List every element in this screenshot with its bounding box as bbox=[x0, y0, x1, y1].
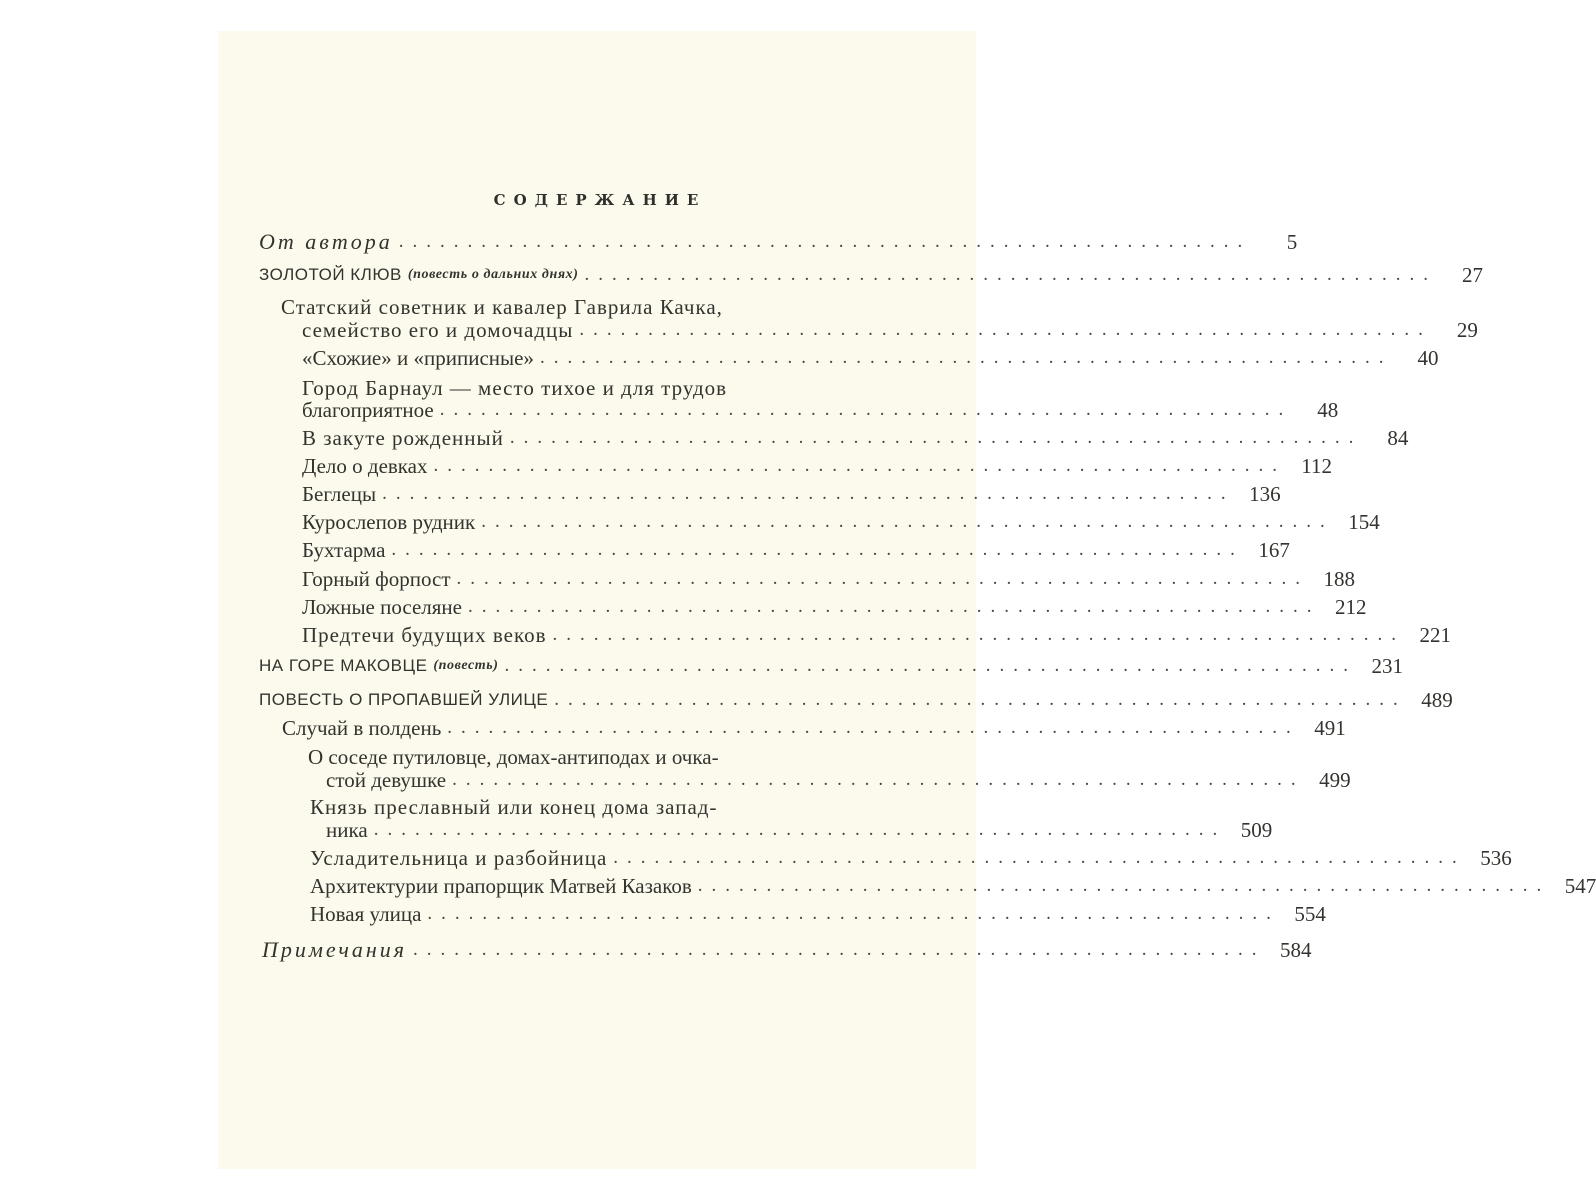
dot-leader: .............................................................. bbox=[481, 511, 1334, 532]
toc-entry-page: 584 bbox=[1280, 938, 1312, 962]
toc-entry bbox=[262, 937, 1312, 962]
toc-entry bbox=[259, 688, 1453, 712]
toc-entry bbox=[302, 454, 1333, 478]
toc-entry-page: 509 bbox=[1240, 818, 1273, 842]
toc-entry-title: Предтечи будущих веков bbox=[302, 623, 547, 647]
toc-entry-title: ЗОЛОТОЙ КЛЮВ bbox=[259, 265, 402, 284]
toc-entry-subtitle: (повесть) bbox=[433, 658, 499, 673]
toc-entry-title: Курослепов рудник bbox=[302, 510, 476, 534]
toc-entry-title: Новая улица bbox=[310, 902, 422, 926]
toc-entry-title: Случай в полдень bbox=[282, 716, 442, 740]
toc-entry bbox=[302, 567, 1355, 591]
toc-entry bbox=[302, 398, 1339, 422]
dot-leader: .............................................................. bbox=[467, 596, 1321, 617]
toc-entry-page: 212 bbox=[1334, 595, 1367, 619]
toc-entry-title: «Схожие» и «приписные» bbox=[302, 346, 534, 370]
dot-leader: .............................................................. bbox=[447, 717, 1300, 738]
dot-leader: .............................................................. bbox=[509, 427, 1363, 448]
dot-leader: .............................................................. bbox=[504, 655, 1358, 676]
dot-leader: .............................................................. bbox=[613, 847, 1466, 868]
toc-entry-page: 40 bbox=[1417, 346, 1439, 370]
toc-entry-title: благоприятное bbox=[302, 398, 434, 422]
toc-entry-title-line1: Город Барнаул — место тихое и для трудов bbox=[302, 376, 728, 400]
toc-entry-page: 188 bbox=[1323, 567, 1355, 591]
dot-leader: .............................................................. bbox=[456, 568, 1309, 589]
toc-heading: СОДЕРЖАНИЕ bbox=[493, 191, 707, 209]
dot-leader: .............................................................. bbox=[584, 264, 1438, 285]
toc-entry bbox=[302, 318, 1478, 342]
toc-entry-title: НА ГОРЕ МАКОВЦЕ bbox=[259, 656, 428, 675]
toc-entry bbox=[302, 426, 1409, 450]
toc-entry bbox=[302, 346, 1439, 370]
toc-entry-page: 554 bbox=[1294, 902, 1326, 926]
toc-entry-title: Горный форпост bbox=[302, 567, 451, 591]
toc-entry bbox=[302, 538, 1290, 562]
toc-entry-title: Дело о девках bbox=[302, 454, 428, 478]
toc-entry-page: 221 bbox=[1419, 623, 1451, 647]
toc-entry-subtitle: (повесть о дальних днях) bbox=[407, 267, 579, 282]
toc-entry-page: 136 bbox=[1249, 482, 1281, 506]
toc-entry-page: 112 bbox=[1301, 454, 1333, 478]
toc-entry bbox=[310, 874, 1596, 898]
toc-entry-page: 27 bbox=[1462, 263, 1484, 287]
toc-entry-title: От автора bbox=[259, 229, 393, 254]
toc-entry bbox=[302, 482, 1281, 506]
toc-entry-title: Усладительница и разбойница bbox=[310, 846, 608, 870]
toc-entry bbox=[259, 654, 1404, 678]
dot-leader: .............................................................. bbox=[382, 483, 1235, 504]
dot-leader: .............................................................. bbox=[439, 399, 1293, 420]
toc-entry-title: Беглецы bbox=[302, 482, 377, 506]
toc-entry-title: семейство его и домочадцы bbox=[302, 318, 574, 342]
toc-entry bbox=[326, 768, 1351, 792]
toc-entry-page: 48 bbox=[1317, 398, 1339, 422]
toc-entry bbox=[302, 623, 1451, 647]
toc-entry bbox=[302, 595, 1367, 619]
toc-entry-title-line1: Князь преславный или конец дома запад- bbox=[310, 795, 718, 819]
toc-entry-page: 154 bbox=[1348, 510, 1380, 534]
toc-entry bbox=[259, 229, 1298, 254]
toc-entry-title-line1: О соседе путиловце, домах-антиподах и очка- bbox=[308, 745, 719, 769]
toc-entry-page: 547 bbox=[1564, 874, 1596, 898]
toc-entry-page: 167 bbox=[1258, 538, 1290, 562]
toc-entry-page: 499 bbox=[1319, 768, 1351, 792]
dot-leader: .............................................................. bbox=[579, 319, 1432, 340]
toc-entry bbox=[282, 716, 1346, 740]
toc-entry-page: 231 bbox=[1371, 654, 1404, 678]
toc-entry-title: стой девушке bbox=[326, 768, 447, 792]
toc-entry-page: 489 bbox=[1421, 688, 1453, 712]
dot-leader: .............................................................. bbox=[413, 939, 1266, 960]
dot-leader: .............................................................. bbox=[427, 903, 1280, 924]
toc-entry bbox=[259, 263, 1484, 287]
toc-entry-page: 5 bbox=[1286, 230, 1298, 254]
dot-leader: .............................................................. bbox=[552, 624, 1405, 645]
dot-leader: .............................................................. bbox=[554, 689, 1407, 710]
dot-leader: .............................................................. bbox=[433, 455, 1287, 476]
toc-entry-page: 491 bbox=[1314, 716, 1346, 740]
dot-leader: .............................................................. bbox=[391, 539, 1244, 560]
toc-entry-page: 29 bbox=[1456, 318, 1478, 342]
toc-entry-title: Ложные поселяне bbox=[302, 595, 462, 619]
dot-leader: .............................................................. bbox=[398, 231, 1252, 252]
dot-leader: .............................................................. bbox=[697, 875, 1551, 896]
toc-entry-title: Бухтарма bbox=[302, 538, 386, 562]
toc-entry-title: В закуте рожденный bbox=[302, 426, 504, 450]
toc-entry-title: Архитектурии прапорщик Матвей Казаков bbox=[310, 874, 692, 898]
toc-entry bbox=[310, 846, 1512, 870]
toc-entry bbox=[326, 818, 1273, 842]
toc-entry-title: Примечания bbox=[262, 937, 408, 962]
toc-entry bbox=[302, 510, 1380, 534]
toc-entry-title: ника bbox=[326, 818, 368, 842]
toc-entry bbox=[310, 902, 1326, 926]
toc-entry-title-line1: Статский советник и кавалер Гаврила Качка, bbox=[281, 295, 723, 319]
toc-entry-title: ПОВЕСТЬ О ПРОПАВШЕЙ УЛИЦЕ bbox=[259, 690, 549, 709]
dot-leader: .............................................................. bbox=[373, 819, 1227, 840]
toc-entry-page: 536 bbox=[1480, 846, 1512, 870]
dot-leader: .............................................................. bbox=[452, 769, 1305, 790]
dot-leader: .............................................................. bbox=[539, 347, 1393, 368]
toc-entry-page: 84 bbox=[1387, 426, 1409, 450]
